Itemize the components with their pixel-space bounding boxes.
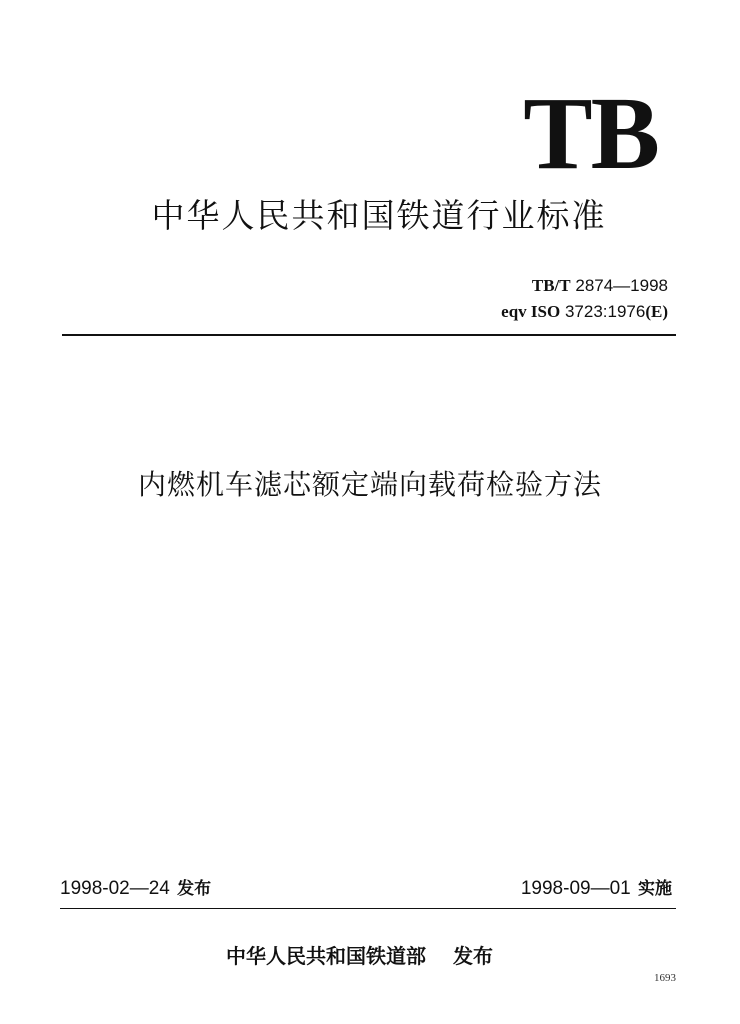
equivalent-standard <box>501 302 668 322</box>
equivalent-number: 3723:1976 <box>564 302 646 321</box>
top-divider <box>62 334 676 336</box>
page-number: 1693 <box>654 972 676 984</box>
standard-code <box>532 276 668 296</box>
standard-logo: TB <box>523 76 658 191</box>
publisher-name: 中华人民共和国铁道部 <box>226 944 426 968</box>
issue-date <box>60 874 211 900</box>
issue-date-value: 1998-02—24 <box>60 878 170 899</box>
document-title: 内燃机车滤芯额定端向载荷检验方法 <box>137 468 602 501</box>
standard-code-number: 2874—1998 <box>575 276 668 295</box>
standard-code-prefix: TB/T <box>531 276 571 295</box>
issue-date-label: 发布 <box>177 879 212 899</box>
implementation-date <box>521 874 672 900</box>
publisher-action: 发布 <box>452 944 493 968</box>
publisher <box>226 940 493 969</box>
bottom-divider <box>60 908 676 909</box>
implementation-date-label: 实施 <box>638 879 672 899</box>
equivalent-suffix: (E) <box>645 302 668 321</box>
equivalent-prefix: eqv ISO <box>501 302 561 321</box>
standard-category: 中华人民共和国铁道行业标准 <box>151 196 607 235</box>
implementation-date-value: 1998-09—01 <box>520 878 631 899</box>
